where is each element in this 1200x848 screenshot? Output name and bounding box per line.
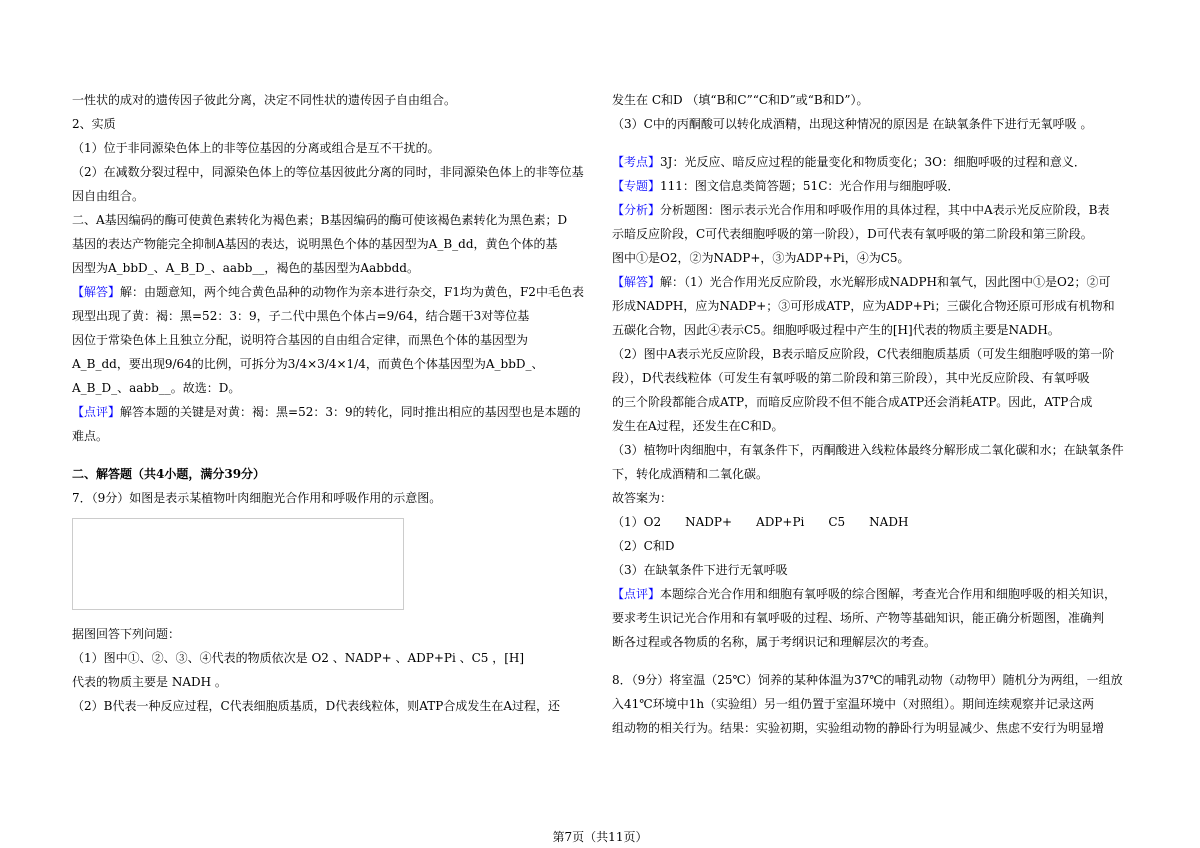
right-column: 发生在 C和D （填“B和C”“C和D”或“B和D”）。 （3）C中的丙酮酸可以转化成酒精，出现这种情况的原因是 在缺氧条件下进行无氧呼吸 。 【考点】3J：光反应、暗反应过程的能量变化和物质变化；3O：细胞呼吸的过程和意义． 【专题】111：图文信息类简答题；51C：光合作用与细胞呼吸． 【分析】分析题图：图示表示光合作用和呼吸作用的具体过程，其中中A表示光反应阶段，B表 示暗反应阶段，C可代表细胞呼吸的第一阶段），D可代表有氧呼吸的第二阶段和第三阶段。 图中①是O2，②为NADP+，③为ADP+Pi，④为C5。 【解答】解：（1）光合作用光反应阶段，水光解形成NADPH和氧气，因此图中①是O2；②可 形成NADPH，应为NADP+；③可形成ATP，应为ADP+Pi；三碳化合物还原可形成有机物和 五碳化合物，因此④表示C5。细胞呼吸过程中产生的[H]代表的物质主要是NADH。 （2）图中A表示光反应阶段，B表示暗反应阶段，C代表细胞质基质（可发生细胞呼吸的第一阶 段），D代表线粒体（可发生有氧呼吸的第二阶段和第三阶段），其中光反应阶段、有氧呼吸 的三个阶段都能合成ATP，而暗反应阶段不但不能合成ATP还会消耗ATP。因此，ATP合成 发生在A过程，还发生在C和D。 （3）植物叶肉细胞中，有氧条件下，丙酮酸进入线粒体最终分解形成二氧化碳和水；在缺氧条件 下，转化成酒精和二氧化碳。 故答案为： （1）O2 NADP+ ADP+Pi C5 NADH （2）C和D （3）在缺氧条件下进行无氧呼吸 【点评】本题综合光合作用和细胞有氧呼吸的综合图解，考查光合作用和细胞呼吸的相关知识， 要求考生识记光合作用和有氧呼吸的过程、场所、产物等基础知识，能正确分析题图，准确判 断各过程或各物质的名称，属于考纲识记和理解层次的考查。 8．（9分）将室温（25℃）饲养的某种体温为37℃的哺乳动物（动物甲）随机分为两组，一组放 入41℃环境中1h（实验组）另一组仍置于室温环境中（对照组）。期间连续观察并记录这两 组动物的相关行为。结果：实验初期，实验组动物的静卧行为明显减少、焦虑不安行为明显增	[612, 93, 1124, 735]
diagram	[72, 518, 404, 610]
page-footer: 第7页（共11页）	[552, 830, 648, 844]
left-column: 一性状的成对的遗传因子彼此分离，决定不同性状的遗传因子自由组合。 2、实质 （1）位于非同源染色体上的非等位基因的分离或组合是互不干扰的。 （2）在减数分裂过程中，同源染色体上的等位基因彼此分离的同时，非同源染色体上的非等位基因自由组合。 二、A基因编码的酶可使黄色素转化为褐色素；B基因编码的酶可使该褐色素转化为黑色素；D 基因的表达产物能完全抑制A基因的表达，说明黑色个体的基因型为A_B_dd，黄色个体的基 因型为A_bbD_、A_B_D_、aabb__，褐色的基因型为Aabbdd。 【解答】解：由题意知，两个纯合黄色品种的动物作为亲本进行杂交，F1均为黄色，F2中毛色表 现型出现了黄：褐：黑=52：3：9，子二代中黑色个体占=9/64，结合题干3对等位基 因位于常染色体上且独立分配，说明符合基因的自由组合定律，而黑色个体的基因型为 A_B_dd，要出现9/64的比例，可拆分为3/4×3/4×1/4，而黄色个体基因型为A_bbD_、A_B_D_、aabb__。故选：D。 【点评】解答本题的关键是对黄：褐：黑=52：3：9的转化，同时推出相应的基因型也是本题的 难点。 二、解答题（共4小题，满分39分） 7．（9分）如图是表示某植物叶肉细胞光合作用和呼吸作用的示意图。 据图回答下列问题： （1）图中①、②、③、④代表的物质依次是 O2 、NADP+ 、ADP+Pi 、C5 ，[H] 代表的物质主要是 NADH 。 （2）B代表一种反应过程，C代表细胞质基质，D代表线粒体，则ATP合成发生在A过程，还	[72, 93, 584, 713]
